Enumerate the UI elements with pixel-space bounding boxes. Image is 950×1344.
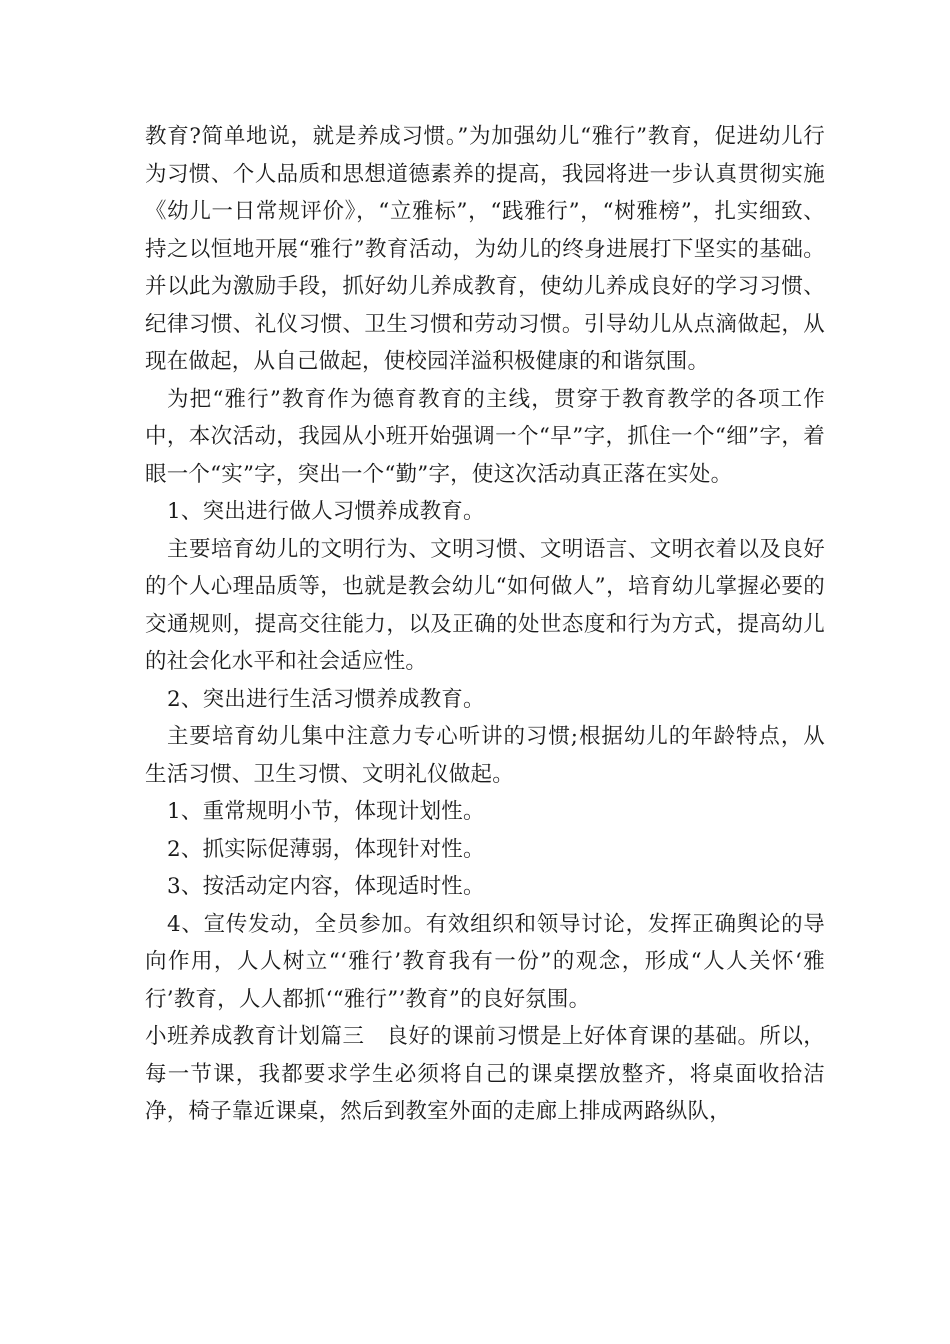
paragraph-intro: 教育?简单地说，就是养成习惯。”为加强幼儿“雅行”教育，促进幼儿行为习惯、个人品质和思想道德素养的提高，我园将进一步认真贯彻实施《幼儿一日常规评价》，“立雅标”，“践雅行”，“树雅榜”，扎实细致、持之以恒地开展“雅行”教育活动，为幼儿的终身进展打下坚实的基础。并以此为激励手段，抓好幼儿养成教育，使幼儿养成良好的学习习惯、纪律习惯、礼仪习惯、卫生习惯和劳动习惯。引导幼儿从点滴做起，从现在做起，从自己做起，使校园洋溢积极健康的和谐氛围。 xyxy=(145,124,825,374)
heading-item-1: 1、突出进行做人习惯养成教育。 xyxy=(167,499,485,524)
heading-item-2: 2、突出进行生活习惯养成教育。 xyxy=(167,686,485,712)
document-body xyxy=(145,118,825,1131)
paragraph-main-line: 为把“雅行”教育作为德育教育的主线，贯穿于教育教学的各项工作中，本次活动，我园从小班开始强调一个“早”字，抓住一个“细”字，着眼一个“实”字，突出一个“勤”字，使这次活动真正落在实处。 xyxy=(145,386,825,487)
paragraph-item-1: 主要培育幼儿的文明行为、文明习惯、文明语言、文明衣着以及良好的个人心理品质等，也就是教会幼儿“如何做人”，培育幼儿掌握必要的交通规则，提高交往能力，以及正确的处世态度和行为方式，提高幼儿的社会化水平和社会适应性。 xyxy=(145,536,825,674)
list-item-2: 2、抓实际促薄弱，体现针对性。 xyxy=(167,836,485,862)
list-item-4: 4、宣传发动，全员参加。有效组织和领导讨论，发挥正确舆论的导向作用，人人树立“‘雅行’教育我有一份”的观念，形成“人人关怀‘雅行’教育，人人都抓‘“雅行”’教育”的良好氛围。 xyxy=(145,911,825,1012)
paragraph-item-2: 主要培育幼儿集中注意力专心听讲的习惯;根据幼儿的年龄特点，从生活习惯、卫生习惯、文明礼仪做起。 xyxy=(145,724,825,787)
list-item-1: 1、重常规明小节，体现计划性。 xyxy=(167,799,485,824)
paragraph-section-three: 小班养成教育计划篇三 良好的课前习惯是上好体育课的基础。所以，每一节课，我都要求学生必须将自己的课桌摆放整齐，将桌面收拾洁净，椅子靠近课桌，然后到教室外面的走廊上排成两路纵队， xyxy=(145,1024,825,1124)
list-item-3: 3、按活动定内容，体现适时性。 xyxy=(167,874,485,899)
